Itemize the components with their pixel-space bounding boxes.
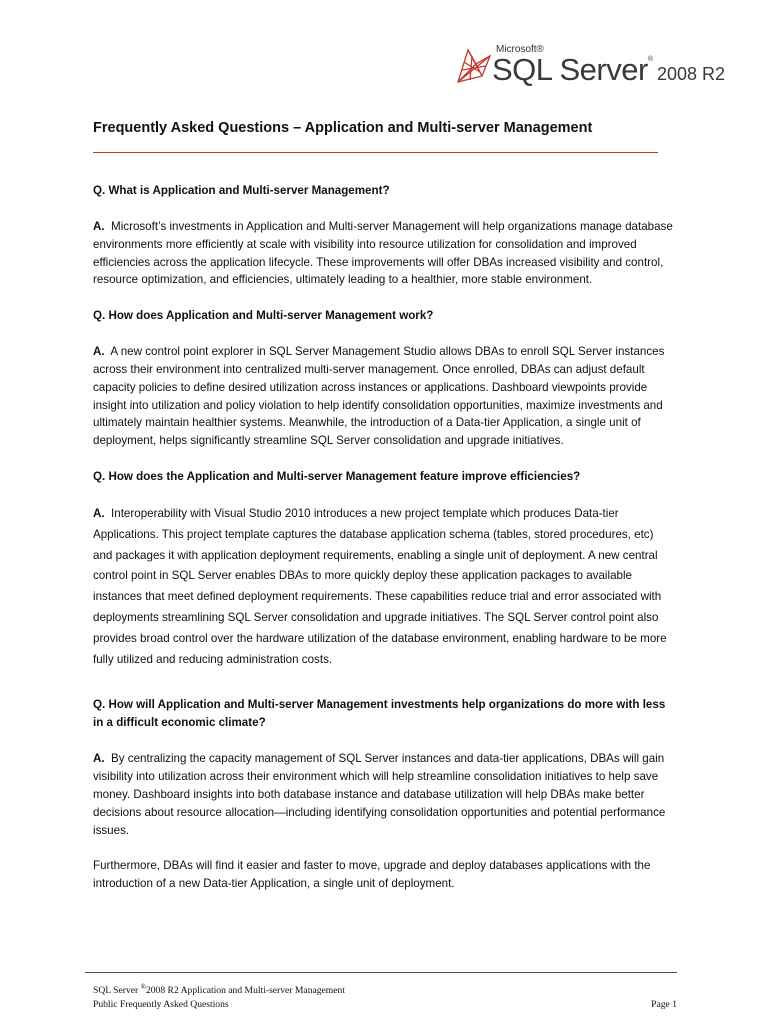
logo-company: Microsoft® (496, 44, 544, 55)
faq-content (93, 182, 673, 911)
faq-answer-4-followup: Furthermore, DBAs will find it easier and faster to move, upgrade and deploy databases applications with the introduction of a new Data-tier Application, a single unit of deployment. (93, 859, 651, 891)
footer-doc-type: Public Frequently Asked Questions (93, 999, 229, 1011)
logo-product (492, 52, 725, 88)
faq-answer-4 (93, 750, 673, 839)
faq-answer-3 (93, 504, 673, 670)
sql-server-logo-icon (452, 42, 496, 88)
answer-marker: A. (93, 506, 105, 520)
answer-text: Interoperability with Visual Studio 2010 introduces a new project template which produces Data-tier Applications. This project template captures the database application schema (tables, stored procedures, etc) and packages it with application deployment requirements, enabling a single unit of deployment. A new central control point in SQL Server enables DBAs to more quickly deploy these application packages to available instances that meet defined deployment requirements. These capabilities reduce trial and error associated with deployments streamlining SQL Server consolidation and upgrade initiatives. The SQL Server control point also provides broad control over the hardware utilization of the database environment, enabling hardware to be more fully utilized and reducing administration costs. (93, 506, 667, 666)
faq-question-2: Q. How does Application and Multi-server Management work? (93, 309, 434, 323)
footer-divider (85, 972, 677, 973)
logo-version: 2008 R2 (656, 64, 726, 84)
answer-text: Microsoft’s investments in Application and Multi-server Management will help organizations manage database environments more efficiently at scale with visibility into resource utilization for consolidation and improved efficiencies across the application lifecycle. These improvements will offer DBAs increased visibility and control, resource optimization, and efficiencies, ultimately leading to a healthier, more stable environment. (93, 220, 673, 287)
title-divider (93, 152, 658, 153)
page-title: Frequently Asked Questions – Application and Multi-server Management (93, 120, 593, 136)
faq-answer-2 (93, 343, 673, 450)
answer-text: A new control point explorer in SQL Server Management Studio allows DBAs to enroll SQL Server instances across their environment into centralized multi-server management. Once enrolled, DBAs can adjust default capacity policies to define desired utilization across instances or applications. Dashboard viewpoints provide insight into utilization and policy violation to help identify consolidation opportunities, maximize investments and ultimately maintain healthier systems. Meanwhile, the introduction of a Data-tier Application, a single unit of deployment, helps significantly streamline SQL Server consolidation and upgrade initiatives. (93, 345, 665, 448)
footer-line-1: SQL Server ®2008 R2 Application and Multi-server Management (93, 983, 345, 997)
sql-server-logo (452, 42, 726, 94)
faq-question-4: Q. How will Application and Multi-server Management investments help organizations do more with less in a difficult economic climate? (93, 698, 666, 730)
answer-marker: A. (93, 220, 105, 233)
page-footer (93, 980, 677, 1012)
answer-marker: A. (93, 345, 105, 359)
page-number: Page 1 (651, 999, 677, 1011)
answer-marker: A. (93, 752, 105, 766)
answer-text: By centralizing the capacity management of SQL Server instances and data-tier applications, DBAs will gain visibility into utilization across their environment which will help streamline consolidation initiatives to help save money. Dashboard insights into both database instance and database utilization will help DBAs make better decisions about resource allocation—including identifying consolidation opportunities and potential performance issues. (93, 752, 666, 837)
faq-answer-1 (93, 218, 673, 289)
logo-product-name: SQL Server (492, 52, 648, 87)
faq-question-1: Q. What is Application and Multi-server Management? (93, 184, 390, 197)
footer-line-2 (93, 998, 677, 1012)
faq-question-3: Q. How does the Application and Multi-server Management feature improve efficiencies? (93, 469, 581, 483)
logo-trademark: ® (647, 56, 653, 63)
